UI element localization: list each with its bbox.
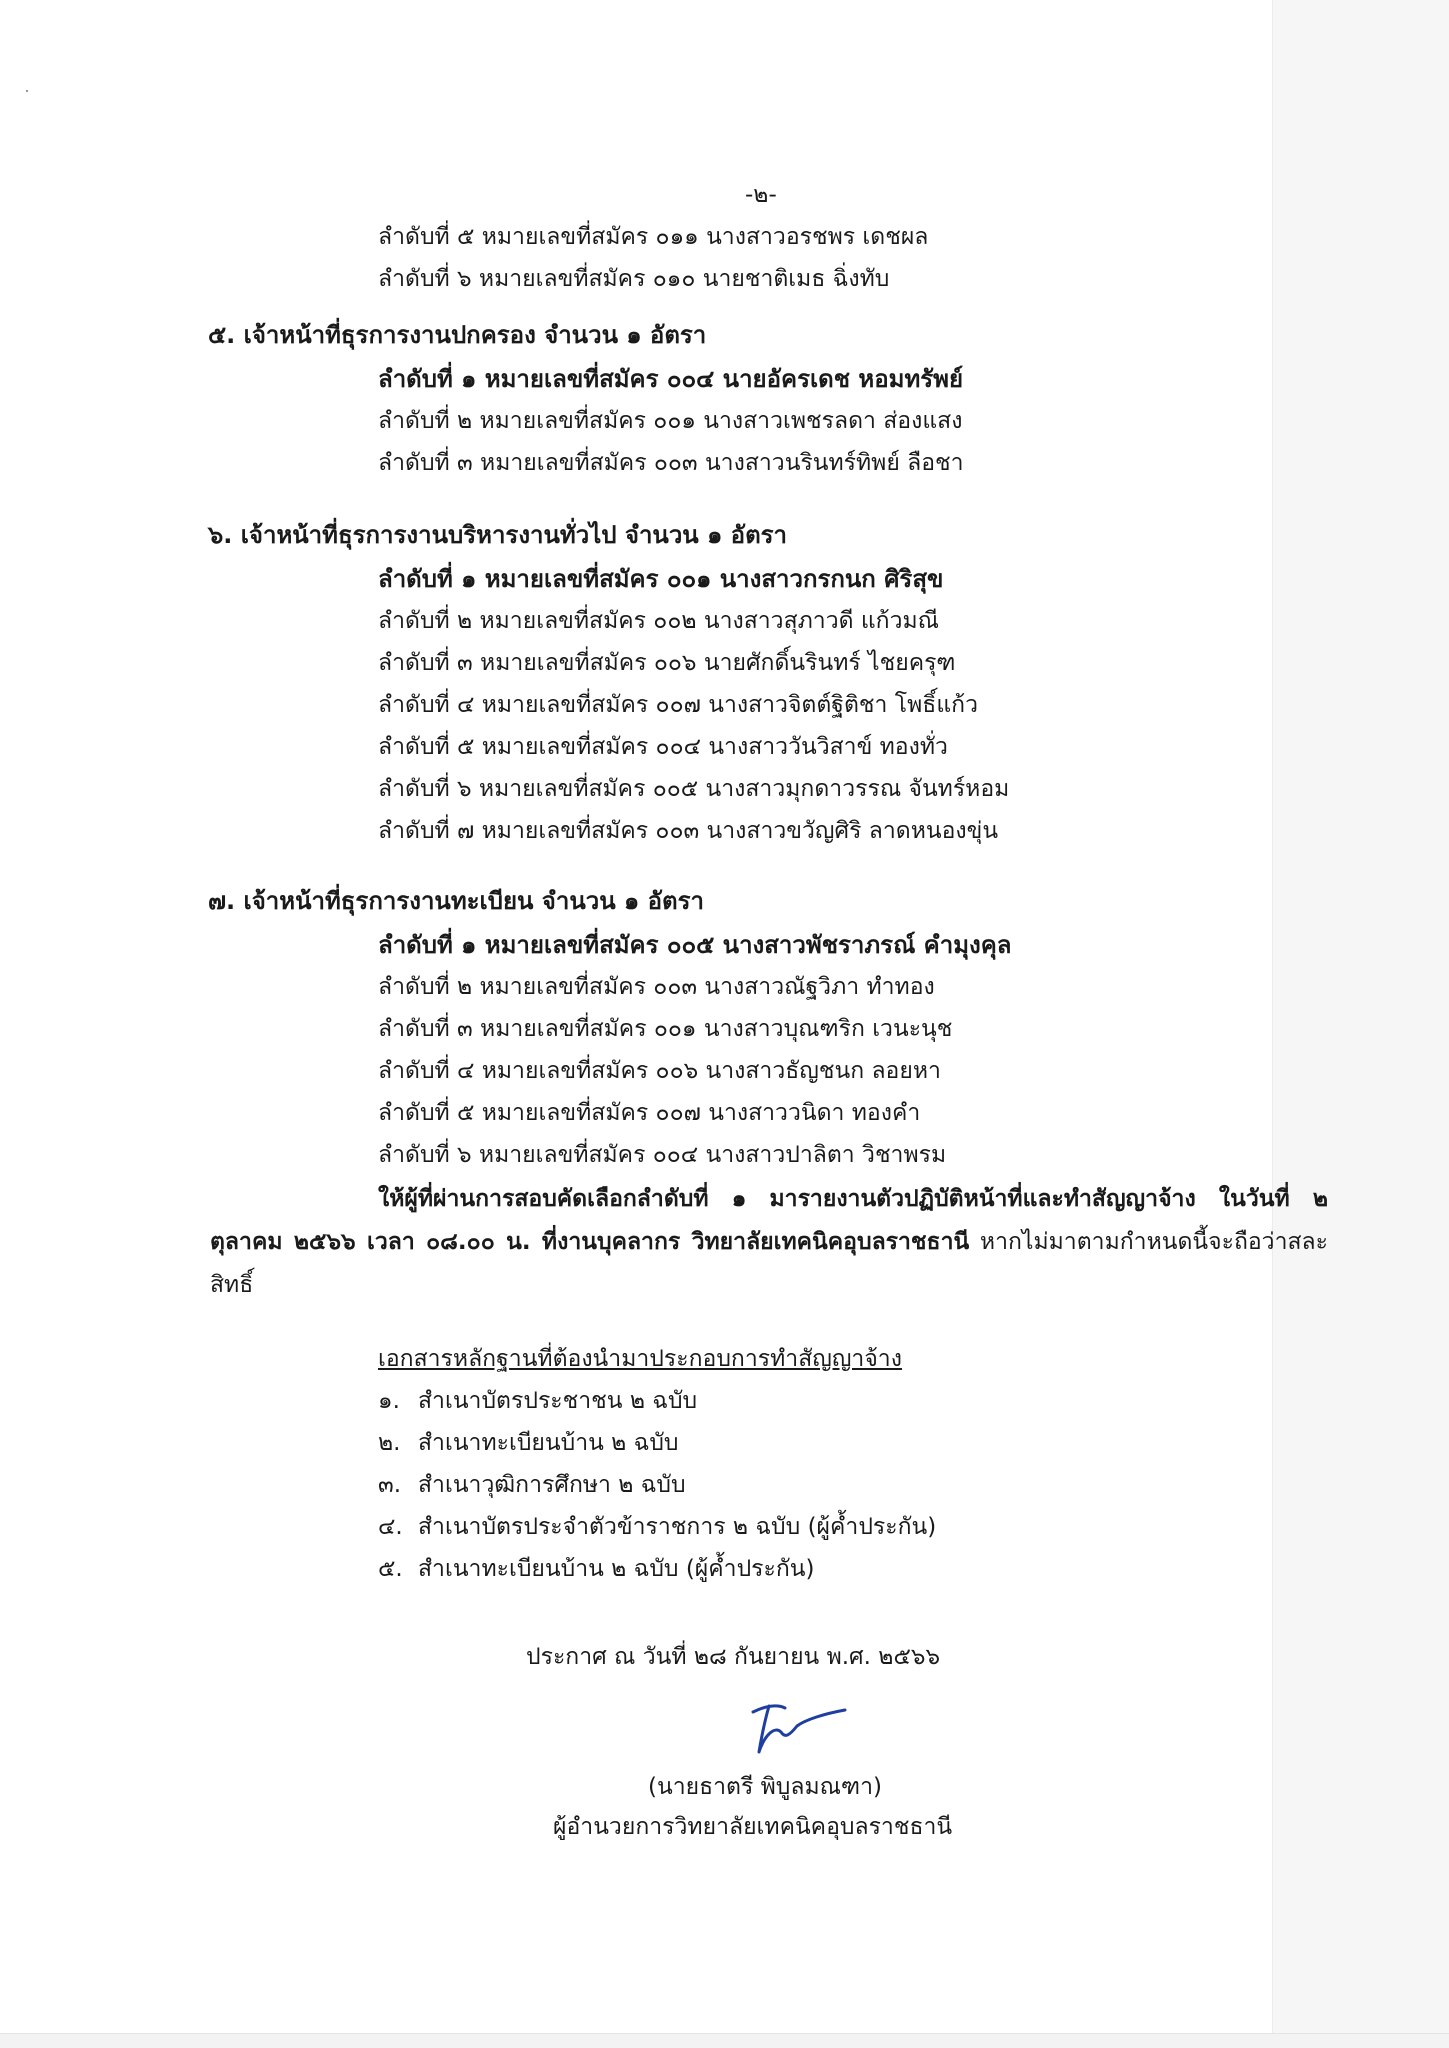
section7-row-3: ลำดับที่ ๓ หมายเลขที่สมัคร ๐๐๑ นางสาวบุณฑริก เวนะนุช bbox=[378, 1016, 953, 1042]
section7-title: ๗. เจ้าหน้าที่ธุรการงานทะเบียน จำนวน ๑ อัตรา bbox=[208, 887, 704, 915]
document-item-number: ๔. bbox=[378, 1514, 403, 1540]
section6-row-3: ลำดับที่ ๓ หมายเลขที่สมัคร ๐๐๖ นายศักดิ์นรินทร์ ไชยครุฑ bbox=[378, 650, 956, 676]
signer-title: ผู้อำนวยการวิทยาลัยเทคนิคอุบลราชธานี bbox=[553, 1814, 953, 1840]
signature-image bbox=[735, 1690, 865, 1760]
section7-row-1: ลำดับที่ ๑ หมายเลขที่สมัคร ๐๐๕ นางสาวพัชราภรณ์ คำมุงคุล bbox=[378, 931, 1012, 959]
section7-row-4: ลำดับที่ ๔ หมายเลขที่สมัคร ๐๐๖ นางสาวธัญชนก ลอยหา bbox=[378, 1058, 941, 1084]
section6-row-6: ลำดับที่ ๖ หมายเลขที่สมัคร ๐๐๕ นางสาวมุกดาวรรณ จันทร์หอม bbox=[378, 776, 1010, 802]
announcement-date: ประกาศ ณ วันที่ ๒๘ กันยายน พ.ศ. ๒๕๖๖ bbox=[526, 1644, 941, 1670]
document-item-text: สำเนาบัตรประจำตัวข้าราชการ ๒ ฉบับ (ผู้ค้ำประกัน) bbox=[418, 1514, 937, 1540]
section5-row-3: ลำดับที่ ๓ หมายเลขที่สมัคร ๐๐๓ นางสาวนรินทร์ทิพย์ ลือชา bbox=[378, 450, 964, 476]
document-item-number: ๕. bbox=[378, 1556, 403, 1582]
section6-row-5: ลำดับที่ ๕ หมายเลขที่สมัคร ๐๐๔ นางสาววันวิสาข์ ทองทั่ว bbox=[378, 734, 948, 760]
document-item-number: ๒. bbox=[378, 1430, 401, 1456]
section5-title: ๕. เจ้าหน้าที่ธุรการงานปกครอง จำนวน ๑ อัตรา bbox=[208, 321, 707, 349]
document-item-text: สำเนาบัตรประชาชน ๒ ฉบับ bbox=[418, 1388, 698, 1414]
document-item bbox=[378, 1428, 679, 1458]
group4-row-6: ลำดับที่ ๖ หมายเลขที่สมัคร ๐๑๐ นายชาติเมธ ฉิ่งทับ bbox=[378, 266, 890, 292]
section5-row-1: ลำดับที่ ๑ หมายเลขที่สมัคร ๐๐๔ นายอัครเดช หอมทรัพย์ bbox=[378, 365, 964, 393]
document-item bbox=[378, 1386, 697, 1416]
page-number: -๒- bbox=[745, 182, 777, 208]
document-item-number: ๓. bbox=[378, 1472, 402, 1498]
scan-bottom-edge bbox=[0, 2033, 1449, 2048]
section7-row-5: ลำดับที่ ๕ หมายเลขที่สมัคร ๐๐๗ นางสาววนิดา ทองคำ bbox=[378, 1100, 921, 1126]
notice-bold-text: ให้ผู้ที่ผ่านการสอบคัดเลือกลำดับที่ ๑ มารายงานตัวปฏิบัติหน้าที่และทำสัญญาจ้าง ในวันที่ ๒ ตุลาคม ๒๕๖๖ เวลา ๐๘.๐๐ น. ที่งานบุคลากร วิทยาลัยเทคนิคอุบลราชธานี bbox=[210, 1186, 1328, 1255]
section6-row-1: ลำดับที่ ๑ หมายเลขที่สมัคร ๐๐๑ นางสาวกรกนก ศิริสุข bbox=[378, 565, 944, 593]
section6-row-7: ลำดับที่ ๗ หมายเลขที่สมัคร ๐๐๓ นางสาวขวัญศิริ ลาดหนองขุ่น bbox=[378, 818, 999, 844]
signer-name: (นายธาตรี พิบูลมณฑา) bbox=[648, 1774, 882, 1800]
section5-row-2: ลำดับที่ ๒ หมายเลขที่สมัคร ๐๐๑ นางสาวเพชรลดา ส่องแสง bbox=[378, 408, 963, 434]
documents-heading: เอกสารหลักฐานที่ต้องนำมาประกอบการทำสัญญาจ้าง bbox=[378, 1346, 902, 1372]
document-item bbox=[378, 1470, 686, 1500]
group4-row-5: ลำดับที่ ๕ หมายเลขที่สมัคร ๐๑๑ นางสาวอรชพร เดชผล bbox=[378, 224, 929, 250]
section6-row-2: ลำดับที่ ๒ หมายเลขที่สมัคร ๐๐๒ นางสาวสุภาวดี แก้วมณี bbox=[378, 608, 940, 634]
notice-normal-text: หากไม่มาตามกำหนดนี้จะถือว่าสละสิทธิ์ bbox=[210, 1229, 1328, 1298]
document-item-text: สำเนาทะเบียนบ้าน ๒ ฉบับ (ผู้ค้ำประกัน) bbox=[418, 1556, 815, 1582]
scan-speck bbox=[26, 90, 28, 92]
document-item bbox=[378, 1554, 815, 1584]
scan-margin bbox=[1272, 0, 1449, 2048]
section6-row-4: ลำดับที่ ๔ หมายเลขที่สมัคร ๐๐๗ นางสาวจิตต์ฐิติชา โพธิ์แก้ว bbox=[378, 692, 978, 718]
section7-row-2: ลำดับที่ ๒ หมายเลขที่สมัคร ๐๐๓ นางสาวณัฐวิภา ทำทอง bbox=[378, 974, 935, 1000]
document-item-text: สำเนาวุฒิการศึกษา ๒ ฉบับ bbox=[418, 1472, 686, 1498]
document-item-number: ๑. bbox=[378, 1388, 400, 1414]
section7-row-6: ลำดับที่ ๖ หมายเลขที่สมัคร ๐๐๔ นางสาวปาลิตา วิชาพรม bbox=[378, 1142, 947, 1168]
section6-title: ๖. เจ้าหน้าที่ธุรการงานบริหารงานทั่วไป จำนวน ๑ อัตรา bbox=[208, 521, 788, 549]
notice-paragraph bbox=[210, 1178, 1328, 1307]
document-item bbox=[378, 1512, 936, 1542]
document-item-text: สำเนาทะเบียนบ้าน ๒ ฉบับ bbox=[418, 1430, 679, 1456]
